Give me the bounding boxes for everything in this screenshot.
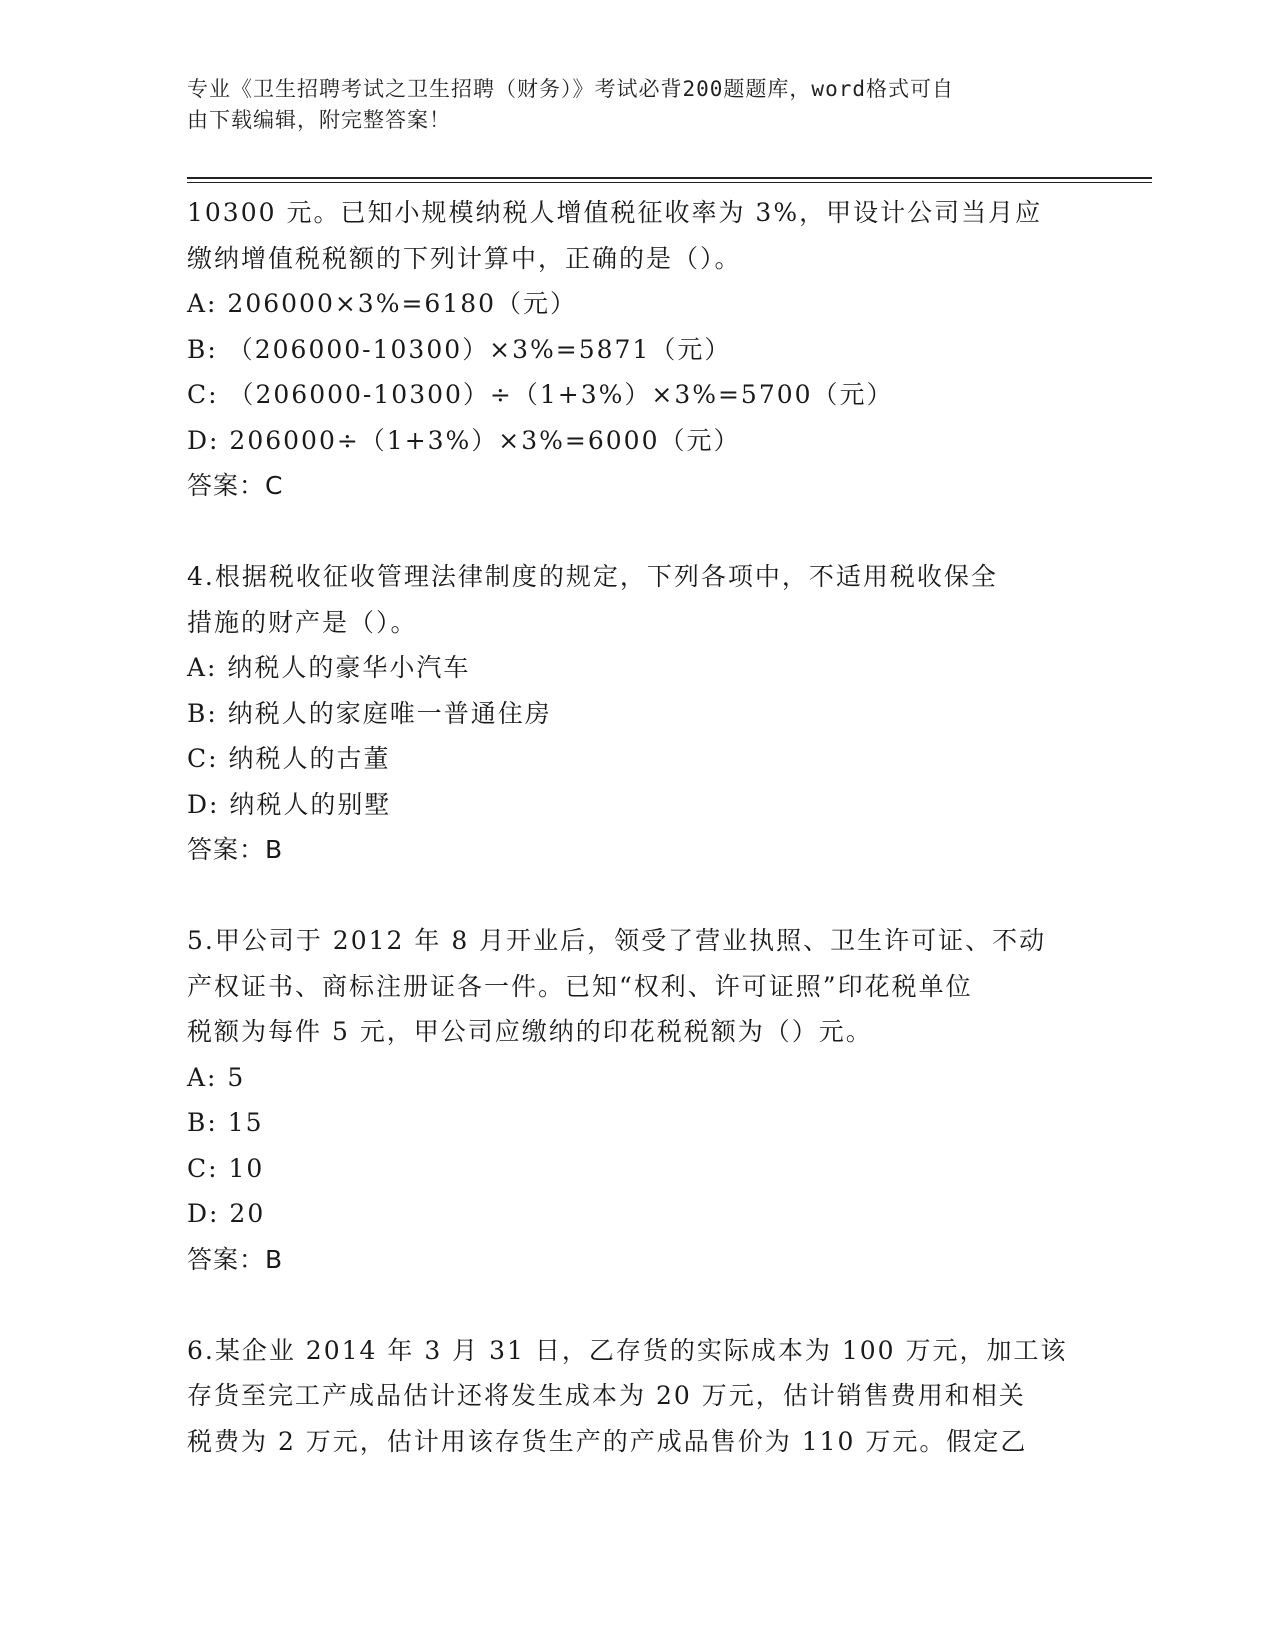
question-3 xyxy=(187,190,1087,509)
answer-line: 答案：B xyxy=(187,835,284,864)
option-d: D: 206000÷（1+3%）×3%=6000（元） xyxy=(187,425,741,455)
question-stem-line: 6.某企业 2014 年 3 月 31 日，乙存货的实际成本为 100 万元，加工该 xyxy=(187,1335,1068,1365)
option-c: C: （206000-10300）÷（1+3%）×3%=5700（元） xyxy=(187,380,894,409)
option-a: A: 纳税人的豪华小汽车 xyxy=(187,653,471,682)
question-4 xyxy=(187,554,1087,873)
document-header xyxy=(187,74,1067,136)
question-5 xyxy=(187,918,1087,1282)
question-stem-line: 5.甲公司于 2012 年 8 月开业后，领受了营业执照、卫生许可证、不动 xyxy=(187,926,1047,955)
header-divider-thin xyxy=(187,182,1152,183)
question-spacer xyxy=(187,509,1087,555)
option-b: B: （206000-10300）×3%=5871（元） xyxy=(187,334,732,364)
question-stem-line: 产权证书、商标注册证各一件。已知“权利、许可证照”印花税单位 xyxy=(187,971,973,1001)
question-stem-line: 4.根据税收征收管理法律制度的规定，下列各项中，不适用税收保全 xyxy=(187,562,998,591)
question-stem-line: 10300 元。已知小规模纳税人增值税征收率为 3%，甲设计公司当月应 xyxy=(187,198,1043,227)
question-stem-line: 缴纳增值税税额的下列计算中，正确的是（）。 xyxy=(187,243,742,273)
question-list xyxy=(187,190,1087,1464)
header-line-1: 专业《卫生招聘考试之卫生招聘（财务）》考试必背200题题库，word格式可自 xyxy=(187,77,954,101)
option-a: A: 5 xyxy=(187,1062,246,1092)
option-b: B: 15 xyxy=(187,1108,264,1137)
option-a: A: 206000×3%=6180（元） xyxy=(187,289,578,318)
question-stem-line: 措施的财产是（）。 xyxy=(187,607,418,637)
question-spacer xyxy=(187,873,1087,919)
header-line-2: 由下载编辑，附完整答案！ xyxy=(187,108,451,132)
option-b: B: 纳税人的家庭唯一普通住房 xyxy=(187,698,552,728)
option-d: D: 20 xyxy=(187,1199,266,1228)
question-stem-line: 税额为每件 5 元，甲公司应缴纳的印花税税额为（）元。 xyxy=(187,1017,873,1046)
option-c: C: 纳税人的古董 xyxy=(187,744,391,773)
question-stem-line: 税费为 2 万元，估计用该存货生产的产成品售价为 110 万元。假定乙 xyxy=(187,1426,1028,1456)
answer-line: 答案：B xyxy=(187,1244,284,1274)
question-spacer xyxy=(187,1282,1087,1328)
question-stem-line: 存货至完工产成品估计还将发生成本为 20 万元，估计销售费用和相关 xyxy=(187,1381,1026,1410)
header-divider-thick xyxy=(187,177,1152,179)
option-d: D: 纳税人的别墅 xyxy=(187,789,392,819)
answer-line: 答案：C xyxy=(187,471,284,500)
option-c: C: 10 xyxy=(187,1153,265,1183)
question-6 xyxy=(187,1328,1087,1465)
